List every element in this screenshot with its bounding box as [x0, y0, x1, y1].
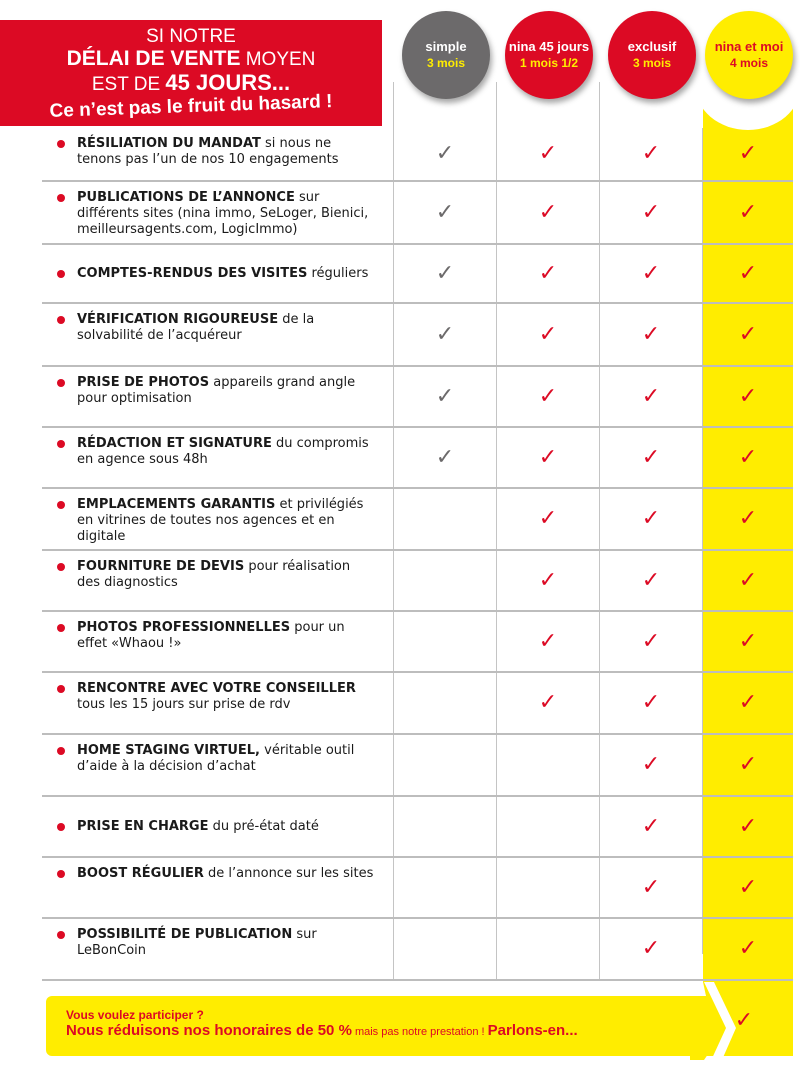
check-icon: ✓ [738, 690, 758, 715]
feature-description: de l’annonce sur les sites [203, 866, 374, 881]
feature-label [77, 681, 377, 713]
plan-header-exclusif [608, 11, 696, 99]
table-row [42, 735, 793, 797]
feature-label [77, 743, 377, 775]
table-row [42, 367, 793, 428]
feature-description: appareils grand angle pour optimisation [77, 375, 356, 406]
check-icon: ✓ [641, 383, 661, 409]
check-icon: ✓ [738, 752, 758, 777]
check-icon: ✓ [738, 567, 758, 593]
feature-description: pour réalisation des diagnostics [77, 559, 351, 590]
check-icon: ✓ [641, 444, 661, 470]
check-icon: ✓ [641, 752, 661, 777]
plan-header-simple [402, 11, 490, 99]
feature-label [77, 375, 377, 407]
check-icon: ✓ [538, 383, 558, 409]
check-icon: ✓ [538, 444, 558, 470]
feature-label [77, 190, 377, 238]
bullet-icon [57, 501, 65, 509]
check-icon: ✓ [641, 567, 661, 593]
check-icon: ✓ [641, 506, 661, 531]
feature-description: pour un effet «Whaou !» [77, 620, 345, 651]
check-icon: ✓ [738, 628, 758, 654]
plan-name: exclusif [627, 39, 677, 54]
feature-title: PUBLICATIONS DE L’ANNONCE [77, 190, 295, 205]
row-divider [42, 979, 793, 981]
check-icon: ✓ [435, 383, 455, 409]
cta-message [66, 1022, 578, 1039]
feature-label [77, 819, 377, 835]
check-icon: ✓ [538, 321, 558, 347]
feature-description: réguliers [307, 265, 369, 281]
plan-duration: 1 mois 1/2 [519, 56, 579, 70]
check-icon: ✓ [641, 874, 661, 900]
feature-label [77, 559, 377, 591]
plan-name: nina 45 jours [508, 39, 590, 54]
feature-description: tous les 15 jours sur prise de rdv [77, 697, 291, 712]
check-icon: ✓ [738, 444, 758, 470]
headline-banner [0, 20, 382, 126]
check-icon: ✓ [738, 141, 758, 166]
headline-emphasis: 45 JOURS... [165, 70, 291, 95]
plan-header-nina-et-moi [705, 11, 793, 99]
table-row [42, 673, 793, 735]
headline-line-4: Ce n’est pas le fruit du hasard ! [49, 91, 333, 122]
check-icon: ✓ [538, 199, 558, 225]
headline-text: MOYEN [240, 49, 316, 70]
check-icon: ✓ [641, 199, 661, 225]
table-row [42, 182, 793, 245]
check-icon: ✓ [538, 690, 558, 715]
check-icon: ✓ [435, 199, 455, 225]
headline-text: EST DE [91, 74, 166, 95]
feature-description: véritable outil d’aide à la décision d’achat [77, 743, 355, 774]
check-icon: ✓ [738, 260, 758, 286]
table-row [42, 551, 793, 612]
feature-title: POSSIBILITÉ DE PUBLICATION [77, 927, 293, 942]
feature-label [77, 312, 377, 344]
feature-description: si nous ne tenons pas l’un de nos 10 engagements [77, 136, 339, 167]
bullet-icon [57, 823, 65, 831]
table-row [42, 245, 793, 304]
plan-header-nina-45-jours [505, 11, 593, 99]
headline-line-2 [0, 47, 382, 71]
check-icon: ✓ [641, 321, 661, 347]
table-row [42, 797, 793, 858]
bullet-icon [57, 194, 65, 202]
plan-duration: 3 mois [426, 56, 465, 70]
plan-name: nina et moi [714, 39, 784, 54]
headline-emphasis: DÉLAI DE VENTE [66, 47, 241, 70]
headline-line-1: SI NOTRE [146, 26, 236, 47]
check-icon: ✓ [641, 628, 661, 654]
feature-title: PHOTOS PROFESSIONNELLES [77, 620, 291, 635]
table-row [42, 489, 793, 551]
feature-description: sur différents sites (nina immo, SeLoger, Bienici, meilleursagents.com, LogicImmo) [77, 190, 369, 237]
check-icon: ✓ [738, 199, 758, 225]
cta-banner[interactable] [46, 996, 706, 1056]
check-icon: ✓ [538, 628, 558, 654]
feature-title: VÉRIFICATION RIGOUREUSE [77, 312, 279, 327]
feature-title: FOURNITURE DE DEVIS [77, 559, 245, 574]
feature-description: et privilégiés en vitrines de toutes nos agences et en digitale [77, 497, 364, 544]
check-icon: ✓ [641, 813, 661, 839]
check-icon: ✓ [538, 506, 558, 531]
table-row [42, 428, 793, 489]
cta-question: Vous voulez participer ? [66, 1008, 204, 1022]
check-icon: ✓ [738, 874, 758, 900]
bullet-icon [57, 685, 65, 693]
feature-title: RENCONTRE AVEC VOTRE CONSEILLER [77, 681, 356, 696]
table-row [42, 304, 793, 367]
feature-title: EMPLACEMENTS GARANTIS [77, 497, 276, 512]
bullet-icon [57, 440, 65, 448]
table-row [42, 128, 793, 182]
feature-description: de la solvabilité de l’acquéreur [77, 312, 315, 343]
feature-title: PRISE DE PHOTOS [77, 375, 210, 390]
feature-label [77, 866, 377, 882]
cta-check-icon: ✓ [734, 1008, 754, 1033]
feature-label [77, 620, 377, 652]
check-icon: ✓ [641, 936, 661, 961]
feature-label [77, 436, 377, 468]
check-icon: ✓ [435, 260, 455, 286]
check-icon: ✓ [738, 936, 758, 961]
bullet-icon [57, 379, 65, 387]
feature-description: du compromis en agence sous 48h [77, 436, 369, 467]
table-row [42, 858, 793, 919]
feature-title: RÉDACTION ET SIGNATURE [77, 436, 272, 451]
plan-duration: 3 mois [632, 56, 671, 70]
feature-title: HOME STAGING VIRTUEL, [77, 743, 260, 758]
bullet-icon [57, 870, 65, 878]
check-icon: ✓ [738, 321, 758, 347]
feature-title: COMPTES-RENDUS DES VISITES [77, 265, 308, 281]
bullet-icon [57, 563, 65, 571]
bullet-icon [57, 316, 65, 324]
feature-label [77, 266, 377, 282]
table-row [42, 919, 793, 981]
feature-label [77, 497, 377, 545]
check-icon: ✓ [641, 260, 661, 286]
check-icon: ✓ [641, 141, 661, 166]
bullet-icon [57, 931, 65, 939]
feature-description: sur LeBonCoin [77, 927, 317, 958]
cta-message-small: mais pas notre prestation ! [351, 1026, 488, 1038]
table-row [42, 612, 793, 673]
check-icon: ✓ [435, 141, 455, 166]
check-icon: ✓ [738, 813, 758, 839]
feature-description: du pré-état daté [208, 818, 319, 834]
check-icon: ✓ [435, 321, 455, 347]
check-icon: ✓ [538, 567, 558, 593]
bullet-icon [57, 624, 65, 632]
check-icon: ✓ [538, 260, 558, 286]
bullet-icon [57, 270, 65, 278]
plan-name: simple [425, 39, 467, 54]
bullet-icon [57, 747, 65, 755]
plan-duration: 4 mois [729, 56, 768, 70]
check-icon: ✓ [641, 690, 661, 715]
feature-label [77, 927, 377, 959]
check-icon: ✓ [435, 444, 455, 470]
feature-title: PRISE EN CHARGE [77, 818, 209, 834]
feature-title: RÉSILIATION DU MANDAT [77, 136, 261, 151]
feature-label [77, 136, 377, 168]
check-icon: ✓ [538, 141, 558, 166]
cta-call-to-action: Parlons-en... [487, 1022, 578, 1039]
bullet-icon [57, 140, 65, 148]
cta-message-strong: Nous réduisons nos honoraires de 50 % [66, 1022, 352, 1039]
check-icon: ✓ [738, 383, 758, 409]
feature-title: BOOST RÉGULIER [77, 866, 204, 881]
check-icon: ✓ [738, 506, 758, 531]
